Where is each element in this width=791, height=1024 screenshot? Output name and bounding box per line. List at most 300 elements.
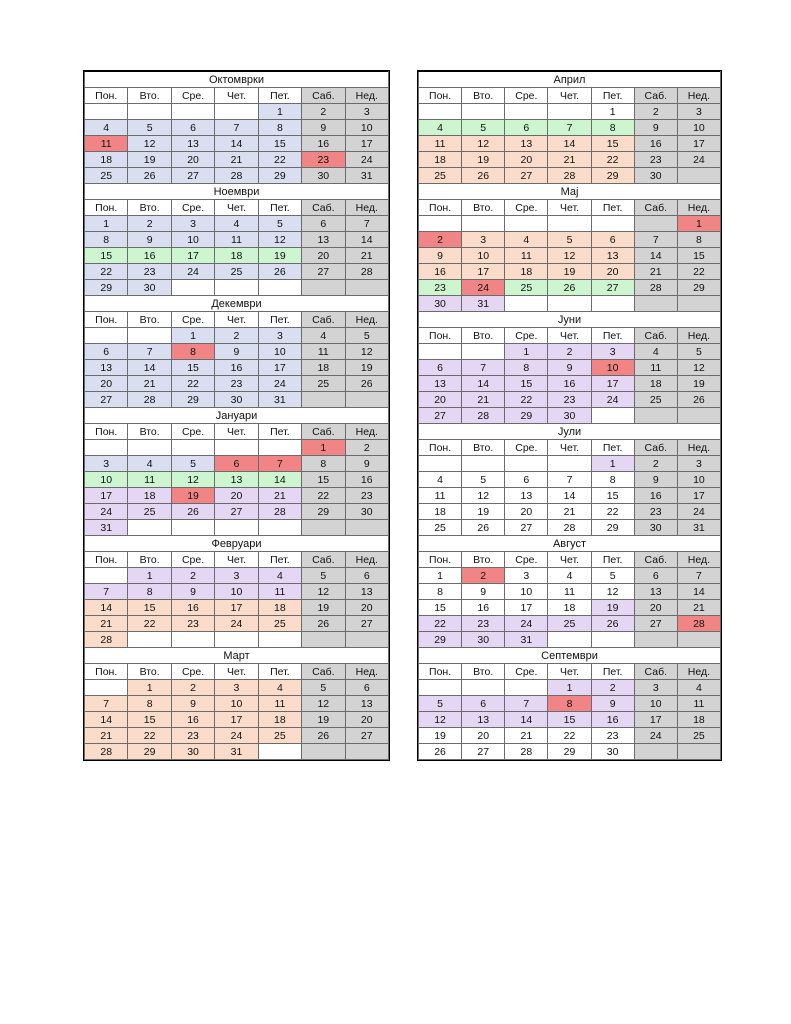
day-cell: 4 [85,120,128,136]
day-cell: 17 [171,248,214,264]
week-row [85,744,389,760]
day-cell: 26 [548,280,591,296]
day-header: Пон. [85,552,128,568]
day-cell: 11 [419,136,462,152]
day-cell: 13 [215,472,258,488]
day-header: Вто. [128,200,171,216]
day-cell: 6 [85,344,128,360]
day-cell: 8 [419,584,462,600]
day-cell: 5 [302,568,345,584]
day-cell: 5 [128,120,171,136]
day-header: Саб. [302,312,345,328]
day-cell: 28 [258,504,301,520]
day-cell: 14 [258,472,301,488]
day-cell: 2 [215,328,258,344]
day-cell: 25 [128,504,171,520]
day-header: Саб. [302,552,345,568]
day-cell: 3 [258,328,301,344]
day-cell: 21 [505,728,548,744]
day-cell: 22 [505,392,548,408]
week-row [419,232,721,248]
day-cell: 9 [171,696,214,712]
day-cell: 22 [591,152,634,168]
month-title: Јуни [419,312,721,328]
day-header: Пет. [258,664,301,680]
day-cell: 18 [419,152,462,168]
week-row [85,120,389,136]
day-cell: 17 [505,600,548,616]
empty-cell [634,216,677,232]
empty-cell [548,632,591,648]
day-cell: 15 [591,488,634,504]
day-cell: 2 [634,104,677,120]
month-title: Август [419,536,721,552]
day-cell: 15 [258,136,301,152]
day-cell: 26 [302,616,345,632]
day-cell: 18 [128,488,171,504]
day-header: Пон. [85,88,128,104]
empty-cell [85,568,128,584]
day-cell: 7 [85,696,128,712]
month-title: Мај [419,184,721,200]
day-cell: 15 [591,136,634,152]
week-row [419,296,721,312]
day-cell: 23 [215,376,258,392]
day-cell: 9 [128,232,171,248]
week-row [85,168,389,184]
day-cell: 27 [505,520,548,536]
day-header: Нед. [345,664,388,680]
day-cell: 15 [302,472,345,488]
empty-cell [302,744,345,760]
day-cell: 24 [215,728,258,744]
day-cell: 27 [171,168,214,184]
day-cell: 11 [128,472,171,488]
day-cell: 8 [171,344,214,360]
day-cell: 17 [462,264,505,280]
day-cell: 28 [677,616,720,632]
day-cell: 22 [85,264,128,280]
day-cell: 11 [302,344,345,360]
day-cell: 11 [258,696,301,712]
week-row [85,360,389,376]
day-cell: 23 [419,280,462,296]
day-cell: 15 [505,376,548,392]
day-header: Саб. [302,88,345,104]
day-header: Вто. [128,312,171,328]
day-cell: 5 [462,472,505,488]
day-cell: 14 [677,584,720,600]
day-cell: 10 [505,584,548,600]
day-cell: 20 [85,376,128,392]
day-header: Нед. [345,312,388,328]
day-cell: 23 [302,152,345,168]
day-cell: 24 [505,616,548,632]
day-cell: 29 [548,744,591,760]
day-cell: 28 [634,280,677,296]
day-header: Пон. [419,328,462,344]
month-title: Октомврки [85,72,389,88]
day-cell: 15 [128,600,171,616]
day-cell: 14 [634,248,677,264]
week-row [85,696,389,712]
week-row [85,232,389,248]
day-cell: 20 [215,488,258,504]
day-cell: 9 [302,120,345,136]
day-cell: 24 [171,264,214,280]
week-row [85,504,389,520]
empty-cell [634,744,677,760]
day-cell: 3 [462,232,505,248]
day-cell: 16 [634,488,677,504]
day-cell: 6 [171,120,214,136]
empty-cell [677,408,720,424]
day-cell: 29 [591,520,634,536]
day-cell: 22 [591,504,634,520]
day-cell: 4 [419,120,462,136]
day-cell: 7 [345,216,388,232]
empty-cell [345,520,388,536]
day-cell: 10 [591,360,634,376]
day-cell: 5 [171,456,214,472]
day-cell: 12 [591,584,634,600]
day-cell: 17 [215,712,258,728]
empty-cell [85,680,128,696]
day-cell: 11 [419,488,462,504]
day-cell: 31 [215,744,258,760]
day-cell: 3 [677,456,720,472]
day-cell: 24 [85,504,128,520]
week-row [85,600,389,616]
day-cell: 20 [419,392,462,408]
empty-cell [462,216,505,232]
day-cell: 12 [419,712,462,728]
day-header: Нед. [345,200,388,216]
day-cell: 30 [548,408,591,424]
day-cell: 8 [677,232,720,248]
week-row [419,456,721,472]
day-cell: 14 [548,136,591,152]
week-row [85,728,389,744]
day-cell: 27 [462,744,505,760]
day-header: Саб. [634,440,677,456]
day-cell: 9 [215,344,258,360]
day-cell: 14 [215,136,258,152]
day-cell: 15 [419,600,462,616]
empty-cell [548,216,591,232]
day-header: Саб. [634,552,677,568]
day-header: Пон. [419,552,462,568]
day-cell: 18 [215,248,258,264]
week-row [419,488,721,504]
day-cell: 25 [419,168,462,184]
day-header: Вто. [462,440,505,456]
day-header: Пон. [85,312,128,328]
day-cell: 2 [634,456,677,472]
day-cell: 9 [634,472,677,488]
empty-cell [215,104,258,120]
week-row [419,696,721,712]
day-cell: 20 [505,504,548,520]
day-cell: 21 [677,600,720,616]
day-cell: 26 [462,168,505,184]
day-cell: 27 [345,616,388,632]
day-cell: 5 [302,680,345,696]
day-cell: 30 [634,168,677,184]
day-header: Пон. [419,440,462,456]
day-cell: 5 [677,344,720,360]
empty-cell [85,440,128,456]
day-header: Нед. [677,200,720,216]
day-cell: 12 [462,488,505,504]
day-header: Нед. [345,88,388,104]
empty-cell [128,632,171,648]
day-cell: 7 [462,360,505,376]
day-cell: 30 [419,296,462,312]
empty-cell [419,680,462,696]
day-cell: 12 [302,584,345,600]
day-cell: 25 [634,392,677,408]
day-cell: 21 [345,248,388,264]
day-cell: 20 [302,248,345,264]
day-cell: 26 [258,264,301,280]
week-row [85,104,389,120]
day-cell: 2 [171,568,214,584]
day-cell: 25 [85,168,128,184]
day-cell: 3 [345,104,388,120]
empty-cell [258,520,301,536]
day-cell: 13 [462,712,505,728]
day-cell: 25 [258,616,301,632]
day-cell: 31 [85,520,128,536]
day-cell: 23 [462,616,505,632]
day-header: Вто. [462,88,505,104]
day-cell: 27 [302,264,345,280]
day-cell: 2 [302,104,345,120]
day-cell: 4 [215,216,258,232]
day-header: Пон. [85,200,128,216]
day-cell: 9 [419,248,462,264]
day-cell: 19 [345,360,388,376]
day-header: Вто. [128,424,171,440]
day-cell: 11 [85,136,128,152]
day-cell: 18 [302,360,345,376]
day-cell: 17 [677,488,720,504]
day-cell: 22 [128,616,171,632]
week-row [419,344,721,360]
day-cell: 14 [128,360,171,376]
day-cell: 19 [419,728,462,744]
day-cell: 18 [419,504,462,520]
day-cell: 19 [462,152,505,168]
empty-cell [548,104,591,120]
day-cell: 3 [215,568,258,584]
empty-cell [302,280,345,296]
day-cell: 19 [302,712,345,728]
day-header: Саб. [302,664,345,680]
day-cell: 28 [345,264,388,280]
week-row [85,152,389,168]
day-cell: 10 [215,584,258,600]
empty-cell [505,296,548,312]
week-row [419,568,721,584]
day-cell: 22 [419,616,462,632]
empty-cell [419,104,462,120]
day-cell: 6 [419,360,462,376]
empty-cell [302,632,345,648]
empty-cell [128,520,171,536]
empty-cell [505,680,548,696]
day-cell: 25 [215,264,258,280]
day-cell: 26 [128,168,171,184]
day-cell: 16 [171,600,214,616]
calendar-table-left [84,71,389,760]
day-cell: 21 [85,616,128,632]
day-cell: 26 [171,504,214,520]
week-row [85,456,389,472]
day-cell: 27 [591,280,634,296]
week-row [85,568,389,584]
day-header: Саб. [634,88,677,104]
day-header: Нед. [677,88,720,104]
empty-cell [128,104,171,120]
day-cell: 16 [171,712,214,728]
empty-cell [302,520,345,536]
day-cell: 16 [215,360,258,376]
day-cell: 29 [591,168,634,184]
empty-cell [85,104,128,120]
week-row [419,136,721,152]
day-cell: 27 [419,408,462,424]
day-cell: 2 [462,568,505,584]
week-row [419,520,721,536]
week-row [85,712,389,728]
day-cell: 3 [85,456,128,472]
day-cell: 11 [677,696,720,712]
day-cell: 1 [548,680,591,696]
day-cell: 5 [462,120,505,136]
empty-cell [677,168,720,184]
day-cell: 17 [85,488,128,504]
day-cell: 27 [634,616,677,632]
day-cell: 2 [591,680,634,696]
day-cell: 2 [419,232,462,248]
day-header: Сре. [171,552,214,568]
month-title: Декември [85,296,389,312]
day-cell: 10 [677,472,720,488]
day-cell: 18 [258,712,301,728]
day-cell: 14 [85,712,128,728]
day-header: Сре. [505,328,548,344]
empty-cell [215,280,258,296]
day-cell: 25 [258,728,301,744]
day-cell: 15 [171,360,214,376]
day-cell: 6 [345,568,388,584]
day-cell: 7 [258,456,301,472]
day-header: Пон. [85,664,128,680]
empty-cell [677,632,720,648]
week-row [419,712,721,728]
day-cell: 23 [548,392,591,408]
day-header: Вто. [128,552,171,568]
day-cell: 9 [591,696,634,712]
day-cell: 26 [462,520,505,536]
empty-cell [591,632,634,648]
day-header: Сре. [171,200,214,216]
day-cell: 26 [419,744,462,760]
week-row [419,600,721,616]
day-header: Сре. [505,440,548,456]
week-row [419,264,721,280]
day-cell: 24 [677,152,720,168]
day-cell: 13 [171,136,214,152]
day-cell: 23 [591,728,634,744]
day-cell: 6 [345,680,388,696]
empty-cell [419,456,462,472]
day-cell: 12 [677,360,720,376]
empty-cell [462,680,505,696]
day-cell: 5 [548,232,591,248]
day-cell: 24 [462,280,505,296]
day-cell: 8 [128,584,171,600]
day-cell: 7 [128,344,171,360]
day-cell: 9 [462,584,505,600]
empty-cell [591,296,634,312]
day-cell: 1 [591,456,634,472]
day-cell: 2 [128,216,171,232]
month-title: Април [419,72,721,88]
day-cell: 1 [677,216,720,232]
day-cell: 24 [677,504,720,520]
empty-cell [505,104,548,120]
day-cell: 18 [505,264,548,280]
day-cell: 12 [345,344,388,360]
day-cell: 4 [302,328,345,344]
day-header: Чет. [215,200,258,216]
day-header: Пон. [85,424,128,440]
empty-cell [345,392,388,408]
day-cell: 6 [505,472,548,488]
week-row [85,616,389,632]
day-cell: 31 [258,392,301,408]
week-row [419,104,721,120]
day-cell: 22 [128,728,171,744]
day-cell: 12 [302,696,345,712]
day-cell: 20 [634,600,677,616]
week-row [419,392,721,408]
day-cell: 16 [634,136,677,152]
day-header: Пет. [591,200,634,216]
day-cell: 30 [302,168,345,184]
day-cell: 10 [215,696,258,712]
day-cell: 7 [215,120,258,136]
week-row [85,264,389,280]
week-row [85,440,389,456]
day-cell: 18 [548,600,591,616]
calendar-table-right [418,71,721,760]
week-row [419,728,721,744]
day-cell: 22 [548,728,591,744]
day-cell: 16 [548,376,591,392]
day-cell: 4 [677,680,720,696]
day-cell: 31 [505,632,548,648]
day-cell: 29 [128,744,171,760]
day-cell: 9 [634,120,677,136]
day-cell: 29 [505,408,548,424]
day-cell: 16 [591,712,634,728]
day-cell: 10 [85,472,128,488]
day-cell: 30 [634,520,677,536]
